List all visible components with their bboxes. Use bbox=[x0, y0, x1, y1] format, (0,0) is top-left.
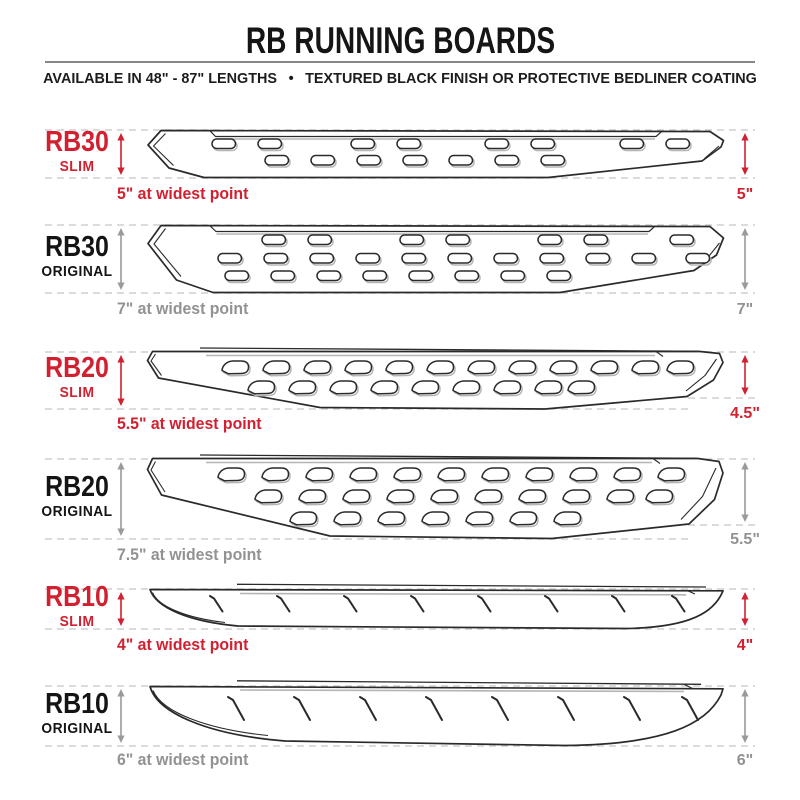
model-label-rb20-slim bbox=[23, 352, 131, 401]
model-label-rb20-original bbox=[23, 471, 131, 520]
model-name: RB20 bbox=[45, 352, 109, 384]
board-rb30-slim bbox=[148, 131, 724, 178]
height-note-rb20-original: 5.5" bbox=[730, 531, 760, 548]
board-rb10-slim bbox=[150, 584, 723, 628]
model-name: RB10 bbox=[45, 688, 109, 720]
width-note-rb20-original: 7.5" at widest point bbox=[117, 545, 262, 564]
subtitle-lengths: AVAILABLE IN 48" - 87" LENGTHS bbox=[43, 70, 278, 87]
model-variant: SLIM bbox=[59, 158, 95, 175]
height-note-rb10-slim: 4" bbox=[736, 637, 754, 654]
page-title: RB RUNNING BOARDS bbox=[245, 20, 555, 61]
width-note-rb20-slim: 5.5" at widest point bbox=[117, 414, 262, 433]
model-name: RB10 bbox=[45, 581, 109, 613]
model-variant: SLIM bbox=[59, 613, 95, 630]
model-label-rb30-slim bbox=[23, 126, 131, 175]
width-note-rb30-original: 7" at widest point bbox=[117, 299, 249, 318]
width-note-rb10-original: 6" at widest point bbox=[117, 750, 249, 769]
model-name: RB30 bbox=[45, 126, 109, 158]
height-note-rb30-original: 7" bbox=[736, 301, 754, 318]
height-note-rb20-slim: 4.5" bbox=[730, 405, 760, 422]
height-note-rb10-original: 6" bbox=[736, 752, 754, 769]
width-note-rb10-slim: 4" at widest point bbox=[117, 635, 249, 654]
model-label-rb30-original bbox=[23, 231, 131, 280]
model-label-rb10-slim bbox=[23, 581, 131, 630]
model-variant: ORIGINAL bbox=[41, 720, 113, 737]
model-name: RB20 bbox=[45, 471, 109, 503]
subtitle-separator-dot: • bbox=[288, 70, 294, 87]
model-variant: ORIGINAL bbox=[41, 503, 113, 520]
board-rb20-slim bbox=[148, 348, 724, 409]
width-note-rb30-slim: 5" at widest point bbox=[117, 184, 249, 203]
height-note-rb30-slim: 5" bbox=[736, 186, 754, 203]
model-variant: ORIGINAL bbox=[41, 263, 113, 280]
subtitle-finish: TEXTURED BLACK FINISH OR PROTECTIVE BEDLINER COATING bbox=[305, 70, 757, 87]
model-variant: SLIM bbox=[59, 384, 95, 401]
model-name: RB30 bbox=[45, 231, 109, 263]
model-label-rb10-original bbox=[23, 688, 131, 737]
